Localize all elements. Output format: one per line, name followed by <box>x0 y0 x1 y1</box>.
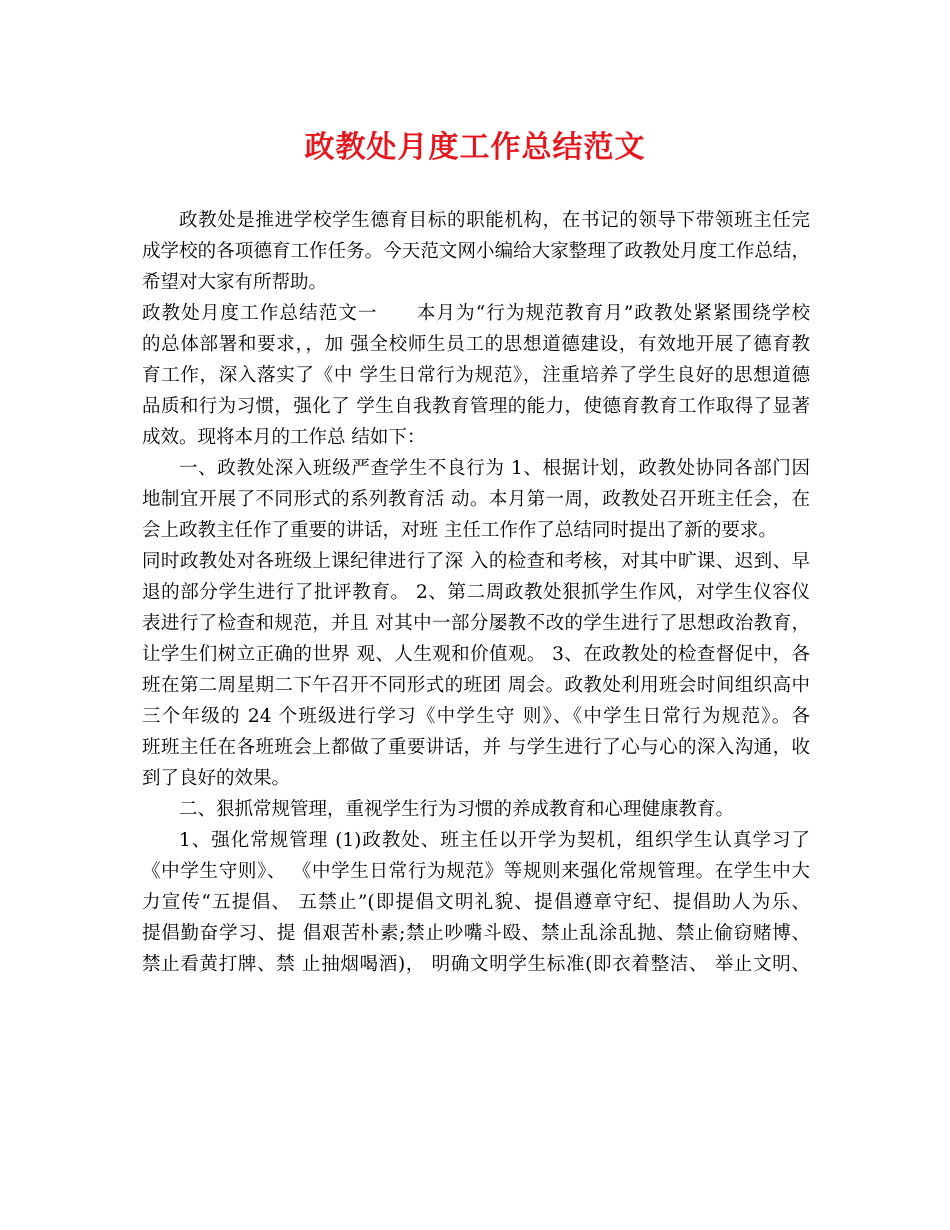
body-text-line: 成效。现将本月的工作总 结如下： <box>142 427 426 448</box>
body-text-line: 政教处月度工作总结范文一 本月为“行为规范教育月”政教处紧紧围绕学校 <box>142 303 810 324</box>
document-title: 政教处月度工作总结范文 <box>304 130 646 165</box>
body-text-line: 二、狠抓常规管理，重视学生行为习惯的养成教育和心理健康教育。 <box>179 799 735 820</box>
body-text-line: 让学生们树立正确的世界 观、人生观和价值观。 3、在政教处的检查督促中，各 <box>142 644 810 665</box>
body-text-line: 班班主任在各班班会上都做了重要讲话，并 与学生进行了心与心的深入沟通，收 <box>142 737 810 758</box>
body-text-line: 《中学生守则》、 《中学生日常行为规范》等规则来强化常规管理。在学生中大 <box>142 861 810 882</box>
body-text-line: 品质和行为习惯，强化了 学生自我教育管理的能力，使德育教育工作取得了显著 <box>142 396 810 417</box>
body-text-line: 力宣传“五提倡、 五禁止”(即提倡文明礼貌、提倡遵章守纪、提倡助人为乐、 <box>142 892 810 913</box>
document-body <box>142 205 810 980</box>
body-text-line: 提倡勤奋学习、提 倡艰苦朴素;禁止吵嘴斗殴、禁止乱涂乱抛、禁止偷窃赌博、 <box>142 923 810 944</box>
body-text-line: 表进行了检查和规范，并且 对其中一部分屡教不改的学生进行了思想政治教育， <box>142 613 810 634</box>
body-text-line: 育工作，深入落实了《中 学生日常行为规范》，注重培养了学生良好的思想道德 <box>142 365 810 386</box>
body-text-line: 1、强化常规管理 (1)政教处、班主任以开学为契机，组织学生认真学习了 <box>179 830 810 851</box>
body-text-line: 会上政教主任作了重要的讲话，对班 主任工作作了总结同时提出了新的要求。 <box>142 520 777 541</box>
body-text-line: 班在第二周星期二下午召开不同形式的班团 周会。政教处利用班会时间组织高中 <box>142 675 810 696</box>
body-text-line: 的总体部署和要求，，加 强全校师生员工的思想道德建设，有效地开展了德育教 <box>142 334 810 355</box>
body-text-line: 政教处是推进学校学生德育目标的职能机构，在书记的领导下带领班主任完 <box>179 210 810 231</box>
body-text-line: 地制宜开展了不同形式的系列教育活 动。本月第一周，政教处召开班主任会，在 <box>142 489 810 510</box>
body-text-line: 成学校的各项德育工作任务。今天范文网小编给大家整理了政教处月度工作总结， <box>142 241 810 262</box>
body-text-line: 希望对大家有所帮助。 <box>142 272 328 293</box>
body-text-line: 同时政教处对各班级上课纪律进行了深 入的检查和考核，对其中旷课、迟到、早 <box>142 551 810 572</box>
body-text-line: 禁止看黄打牌、禁 止抽烟喝酒)， 明确文明学生标准(即衣着整洁、 举止文明、 <box>142 954 810 975</box>
body-text-line: 三个年级的 24 个班级进行学习《中学生守 则》、《中学生日常行为规范》。各 <box>142 706 810 727</box>
body-text-line: 到了良好的效果。 <box>142 768 291 789</box>
body-text-line: 退的部分学生进行了批评教育。 2、第二周政教处狠抓学生作风，对学生仪容仪 <box>142 582 810 603</box>
body-text-line: 一、政教处深入班级严查学生不良行为 1、根据计划，政教处协同各部门因 <box>179 458 810 479</box>
